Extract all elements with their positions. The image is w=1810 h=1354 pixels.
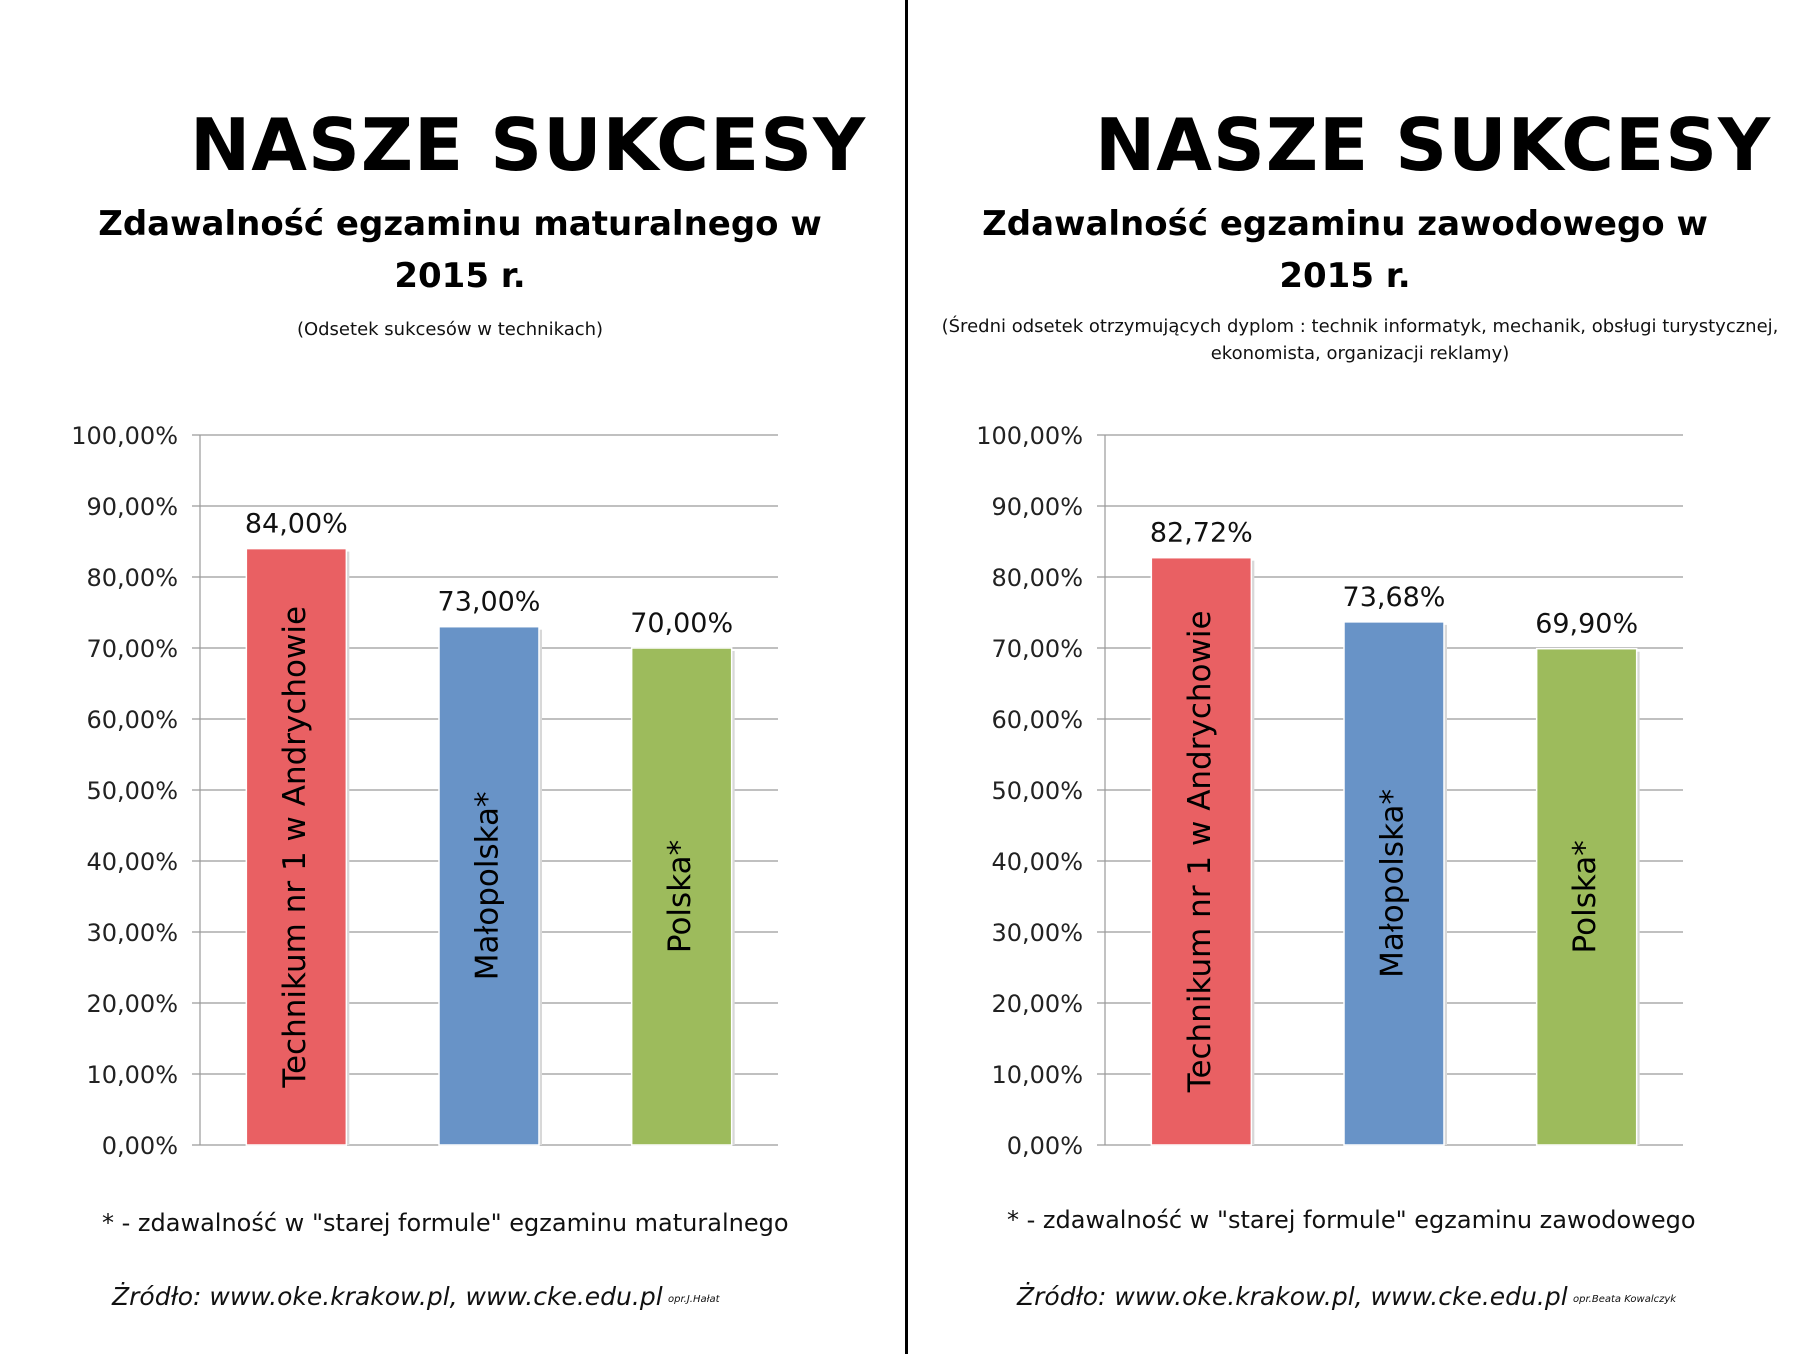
footnote: * - zdawalność w "starej formule" egzaminu zawodowego xyxy=(1007,1206,1696,1234)
bar-value-label: 73,00% xyxy=(437,586,541,618)
y-tick-label: 100,00% xyxy=(976,422,1083,450)
bar-category-label: Małopolska* xyxy=(469,791,506,981)
bar-category-label: Technikum nr 1 w Andrychowie xyxy=(1181,610,1218,1093)
headline: NASZE SUKCESY xyxy=(190,103,867,187)
source-citation: Żródło: www.oke.krakow.pl, www.cke.edu.pl xyxy=(112,1282,663,1311)
bar-category-label: Małopolska* xyxy=(1374,789,1411,978)
subtitle-line-1: Zdawalność egzaminu maturalnego w xyxy=(98,204,822,244)
y-tick-label: 10,00% xyxy=(86,1061,178,1089)
headline: NASZE SUKCESY xyxy=(1095,103,1772,187)
bar-value-label: 84,00% xyxy=(244,508,348,540)
chart-note xyxy=(130,316,770,343)
note-line-1: (Średni odsetek otrzymujących dyplom : technik informatyk, mechanik, obsługi turystycznej, xyxy=(941,316,1779,337)
author-credit: opr.Beata Kowalczyk xyxy=(1573,1294,1677,1305)
y-tick-label: 50,00% xyxy=(991,777,1083,805)
y-tick-label: 10,00% xyxy=(991,1061,1083,1089)
bar-value-label: 82,72% xyxy=(1149,517,1253,549)
bar-chart-zawodowy xyxy=(905,380,1810,1180)
y-tick-label: 40,00% xyxy=(991,848,1083,876)
y-tick-label: 90,00% xyxy=(86,493,178,521)
bar-value-label: 73,68% xyxy=(1342,581,1446,613)
chart-subtitle xyxy=(60,198,860,302)
note-line-2: ekonomista, organizacji reklamy) xyxy=(1210,343,1510,364)
bar-category-label: Polska* xyxy=(662,839,699,954)
y-tick-label: 90,00% xyxy=(991,493,1083,521)
y-tick-label: 20,00% xyxy=(991,990,1083,1018)
bar-category-label: Technikum nr 1 w Andrychowie xyxy=(276,605,313,1088)
bar-value-label: 70,00% xyxy=(630,608,734,639)
chart-note xyxy=(935,313,1785,367)
y-tick-label: 0,00% xyxy=(1006,1132,1083,1160)
bar-chart-matura xyxy=(0,380,905,1180)
y-tick-label: 80,00% xyxy=(991,564,1083,592)
right-poster xyxy=(905,0,1810,1354)
y-tick-label: 70,00% xyxy=(86,635,178,663)
y-tick-label: 60,00% xyxy=(991,706,1083,734)
subtitle-line-2: 2015 r. xyxy=(394,256,526,296)
y-tick-label: 70,00% xyxy=(991,635,1083,663)
y-tick-label: 20,00% xyxy=(86,990,178,1018)
y-tick-label: 40,00% xyxy=(86,848,178,876)
subtitle-line-2: 2015 r. xyxy=(1279,256,1411,296)
bar-value-label: 69,90% xyxy=(1535,608,1639,640)
y-tick-label: 30,00% xyxy=(991,919,1083,947)
y-tick-label: 50,00% xyxy=(86,777,178,805)
subtitle-line-1: Zdawalność egzaminu zawodowego w xyxy=(982,204,1708,244)
bar-category-label: Polska* xyxy=(1567,840,1604,954)
author-credit: opr.J.Hałat xyxy=(668,1294,720,1305)
y-tick-label: 30,00% xyxy=(86,919,178,947)
note-line-1: (Odsetek sukcesów w technikach) xyxy=(296,319,604,340)
y-tick-label: 0,00% xyxy=(101,1132,178,1160)
footnote: * - zdawalność w "starej formule" egzaminu maturalnego xyxy=(102,1209,789,1237)
chart-subtitle xyxy=(945,198,1745,302)
source-citation: Żródło: www.oke.krakow.pl, www.cke.edu.pl xyxy=(1017,1282,1568,1311)
y-tick-label: 60,00% xyxy=(86,706,178,734)
y-tick-label: 100,00% xyxy=(71,422,178,450)
y-tick-label: 80,00% xyxy=(86,564,178,592)
